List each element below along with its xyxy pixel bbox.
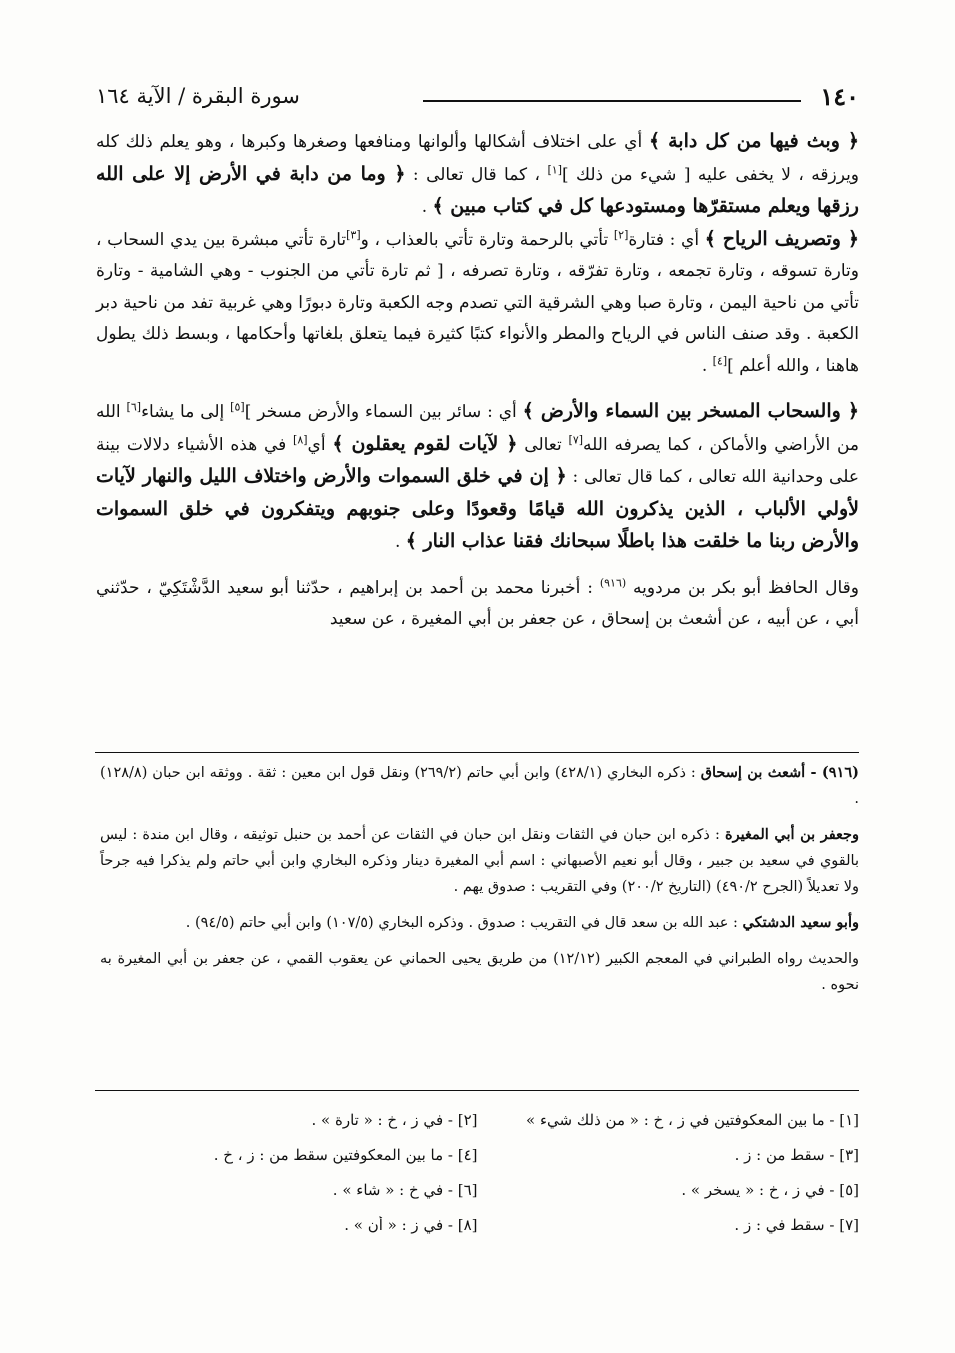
page-header [96,82,859,116]
quran-verse: ﴿ لآيات لقوم يعقلون ﴾ [332,432,518,455]
paragraph-isnad [96,573,859,636]
quran-verse: ﴿ إن في خلق السموات والأرض واختلاف الليل والنهار لآيات لأولي الألباب ، الذين يذكرون الله قيامًا وقعودًا وعلى جنوبهم ويتفكرون في خلق السموات والأرض ربنا ما خلقت هذا باطلًا سبحانك فقنا عذاب النار ﴾ [96,465,859,552]
note-lead: وأبو سعيد الدشتكي [742,914,859,931]
page-number: ١٤٠ [820,82,859,111]
text-run: . [394,532,406,552]
note-lead: وجعفر بن أبي المغيرة [725,826,859,843]
variant-row [96,1207,859,1242]
variant-note: [٨] - في ز : « أن » . [344,1215,478,1234]
variant-note: [٢] - في ز ، خ : « تارة » . [311,1110,478,1129]
main-text [96,126,859,650]
note-dashtaki [100,910,859,936]
running-title: سورة البقرة / الآية ١٦٤ [96,84,300,108]
text-run: . [701,355,713,376]
header-rule [423,100,801,102]
variant-note: [٤] - ما بين المعكوفتين سقط من : ز ، خ . [213,1145,478,1164]
paragraph-sahab [96,396,859,559]
variant-row [96,1137,859,1172]
footnote-separator [95,752,859,753]
note-jafar [100,822,859,900]
variant-note: [٧] - سقط في : ز . [734,1215,859,1234]
quran-verse: ﴿ وبث فيها من كل دابة ﴾ [648,130,859,152]
paragraph-dabbah [96,126,859,382]
variant-note: [٣] - سقط من : ز . [734,1145,859,1164]
variant-note: [٥] - في ز ، خ : « يسخر » . [681,1180,859,1199]
narrator-notes [100,760,859,1008]
text-run: أي [307,434,333,455]
quran-verse: ﴿ والسحاب المسخر بين السماء والأرض ﴾ [522,400,860,422]
note-text: والحديث رواه الطبراني في المعجم الكبير (١٢/١٢) من طريق يحيى الحماني عن يعقوب القمي ، عن جعفر بن أبي المغيرة به نحوه . [100,951,860,993]
note-tabarani [100,946,859,998]
variant-note: [١] - ما بين المعكوفتين في ز ، خ : « من ذلك شيء » [526,1110,859,1129]
variant-note: [٦] - في خ : « شاء » . [332,1180,478,1199]
footnote-marker[interactable]: [١] [547,162,562,176]
hadith-reference[interactable]: (٩١٦) [599,575,627,589]
note-text: : ذكره ابن حبان في الثقات ونقل ابن حبان في الثقات عن أحمد بن حنبل توثيقه ، وقال ابن مندة : ليس بالقوي في سعيد بن جبير ، وقال أبو نعيم الأصبهاني : اسم أبي المغيرة دينار وذكره البخاري وابن أبي حاتم ولم يذكرا فيه جرحاً ولا تعديلاً (الجرح ٤٩٠/٢) (التاريخ ٢٠٠/٢) وفي التقريب : صدوق يهم . [100,827,859,895]
footnote-marker[interactable]: [٨] [293,432,308,446]
footnote-marker[interactable]: [٦] [126,400,142,414]
note-text: : عبد الله بن سعد قال في التقريب : صدوق . وذكره البخاري (١٠٧/٥) وابن أبي حاتم (٩٤/٥) . [185,915,743,931]
manuscript-variants [96,1102,859,1242]
footnote-marker[interactable]: [٧] [568,432,584,446]
variant-row [96,1102,859,1137]
footnote-marker[interactable]: [٥] [230,400,245,414]
text-run: أي : فتارة [628,229,705,250]
text-run: . [421,197,433,217]
footnote-marker[interactable]: [٢] [613,227,629,241]
footnote-marker[interactable]: [٣] [346,227,361,241]
text-run: تارة تأتي مبشرة بين يدي السحاب ، وتارة تسوقه ، وتارة تجمعه ، وتارة تفرّقه ، وتارة تصرفه ، [ ثم تارة تأتي من الجنوب - وهي الشامية - وتارة تأتي من ناحية اليمن ، وتارة صبا وهي الشرقية التي تصدم وجه الكعبة وتارة دبورًا وهي غربية تفد من ناحية دبر الكعبة . وقد صنف الناس في الرياح والمطر والأنواء كتبًا كثيرة فيما يتعلق بلغاتها وأحكامها ، وبسط ذلك يطول هاهنا ، والله أعلم ] [96,229,859,376]
footnote-marker[interactable]: [٤] [712,353,728,367]
note-text: : ذكره البخاري (٤٢٨/١) وابن أبي حاتم (٢٦٩/٢) ونقل قول ابن معين : ثقة . ووثقه ابن حبان (١٢٨/٨) . [100,765,859,807]
variant-row [96,1172,859,1207]
quran-verse: ﴿ وتصريف الرياح ﴾ [704,227,859,250]
note-ashath [100,760,859,812]
variants-separator [95,1090,859,1091]
text-run: تأتي بالرحمة وتارة تأتي بالعذاب ، و [360,229,614,250]
text-run: إلى ما يشاء [141,402,231,422]
text-run: : أخبرنا محمد بن أحمد بن إبراهيم ، حدّثنا أبو سعيد الدَّشْتَكِيّ ، حدّثني أبي ، عن أبيه ، عن أشعث بن إسحاق ، عن جعفر بن أبي المغيرة ، عن سعيد [96,577,859,629]
text-run: تعالى [517,434,569,455]
text-run: ، كما قال تعالى : [405,164,548,185]
text-run: في هذه الأشياء دلالات بينة على وحدانية الله تعالى ، كما قال تعالى : [96,434,859,487]
note-lead: (٩١٦) - أشعث بن إسحاق [700,764,859,781]
quran-verse: ﴿ وما من دابة في الأرض إلا على الله رزقها ويعلم مستقرّها ومستودعها كل في كتاب مبين ﴾ [96,162,859,217]
text-run: أي : سائر بين السماء والأرض مسخر ] [244,402,523,422]
text-run: أي على اختلاف أشكالها وألوانها ومنافعها وصغرها وكبرها ، وهو يعلم ذلك كله ويرزقه ، لا يخفى عليه [ شيء من ذلك ] [96,132,860,185]
text-run: الله من الأراضي والأماكن ، كما يصرفه الله [96,402,859,455]
text-run: وقال الحافظ أبو بكر بن مردويه [626,577,859,598]
